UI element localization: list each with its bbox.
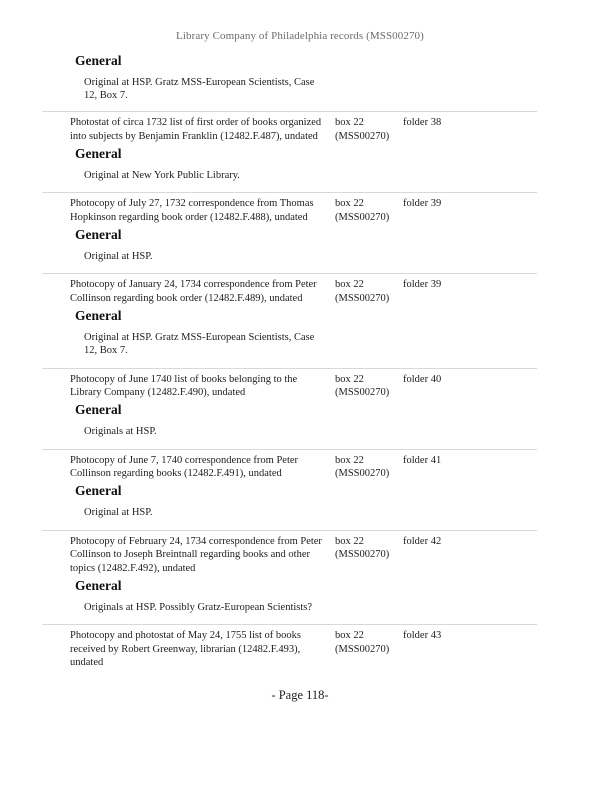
entry-folder: folder 39 — [403, 279, 442, 291]
entry-folder: folder 39 — [403, 198, 442, 210]
entry-box-collection: (MSS00270) — [335, 643, 390, 655]
entry-box-number: box 22 — [335, 198, 364, 210]
entry-box-number: box 22 — [335, 279, 364, 291]
entry-box-number: box 22 — [335, 373, 364, 385]
entry-box-collection: (MSS00270) — [335, 292, 390, 304]
entry-description: Photostat of circa 1732 list of first order of books organized into subjects by Benjamin Franklin (12482.F.487), undated — [70, 117, 322, 142]
entry-row — [42, 278, 537, 305]
entry — [42, 192, 537, 273]
entry-description: Photocopy of June 1740 list of books belonging to the Library Company (12482.F.490), undated — [70, 373, 298, 399]
entry-box — [335, 278, 396, 305]
entry — [42, 111, 537, 192]
general-note: Original at New York Public Library. — [84, 170, 240, 182]
general-heading: General — [75, 483, 122, 499]
general-heading: General — [75, 227, 122, 243]
entry — [42, 368, 537, 449]
entry — [42, 530, 537, 624]
page-header: Library Company of Philadelphia records (MSS00270) — [176, 30, 424, 42]
entry-folder: folder 40 — [403, 373, 442, 385]
general-note: Original at HSP. Gratz MSS-European Scientists, Case 12, Box 7. — [84, 332, 315, 357]
entry-box-collection: (MSS00270) — [335, 387, 390, 399]
entry-description: Photocopy of February 24, 1734 correspondence from Peter Collinson to Joseph Breintnall regarding books and other topics (12482.F.492), undated — [70, 535, 322, 574]
entry-description: Photocopy and photostat of May 24, 1755 list of books received by Robert Greenway, librarian (12482.F.493), undated — [70, 630, 301, 668]
entry-box — [335, 454, 396, 481]
entry-box-number: box 22 — [335, 454, 364, 466]
entry — [42, 624, 537, 679]
entry-row — [42, 629, 537, 669]
general-note: Originals at HSP. Possibly Gratz-European Scientists? — [84, 601, 313, 613]
general-heading: General — [75, 146, 122, 162]
general-heading: General — [75, 577, 122, 593]
entry-row — [42, 535, 537, 575]
general-note: Original at HSP. Gratz MSS-European Scientists, Case 12, Box 7. — [84, 77, 315, 102]
entry-row — [42, 197, 537, 224]
continuation-block — [42, 42, 537, 111]
entry-box-number: box 22 — [335, 117, 364, 129]
entry — [42, 273, 537, 367]
general-heading: General — [75, 53, 122, 68]
entry-row — [42, 373, 537, 400]
general-note: Original at HSP. — [84, 507, 153, 519]
entry-row — [42, 116, 537, 143]
general-heading: General — [75, 308, 122, 324]
entry-box — [335, 629, 396, 656]
entry-folder: folder 41 — [403, 454, 442, 466]
page-number: - Page 118- — [271, 688, 329, 703]
document-body — [42, 42, 537, 679]
entry-box — [335, 535, 396, 562]
entry-box — [335, 373, 396, 400]
general-note: Original at HSP. — [84, 251, 153, 263]
entry-description: Photocopy of January 24, 1734 correspondence from Peter Collinson regarding book order (12482.F.489), undated — [70, 279, 317, 304]
entry-folder: folder 42 — [403, 535, 442, 547]
entry-box-collection: (MSS00270) — [335, 211, 390, 223]
entry — [42, 449, 537, 530]
general-heading: General — [75, 402, 122, 418]
entry-folder: folder 38 — [403, 117, 442, 129]
entry-description: Photocopy of July 27, 1732 correspondence from Thomas Hopkinson regarding book order (12482.F.488), undated — [70, 198, 314, 223]
entry-box-collection: (MSS00270) — [335, 130, 390, 142]
entry-box-collection: (MSS00270) — [335, 468, 390, 480]
entry-box-number: box 22 — [335, 630, 364, 642]
entry-box — [335, 197, 396, 224]
entry-box — [335, 116, 396, 143]
entry-folder: folder 43 — [403, 630, 442, 642]
general-note: Originals at HSP. — [84, 426, 157, 438]
entry-box-collection: (MSS00270) — [335, 549, 390, 561]
entry-box-number: box 22 — [335, 535, 364, 547]
entry-description: Photocopy of June 7, 1740 correspondence from Peter Collinson regarding books (12482.F.491), undated — [70, 454, 299, 480]
entry-row — [42, 454, 537, 481]
